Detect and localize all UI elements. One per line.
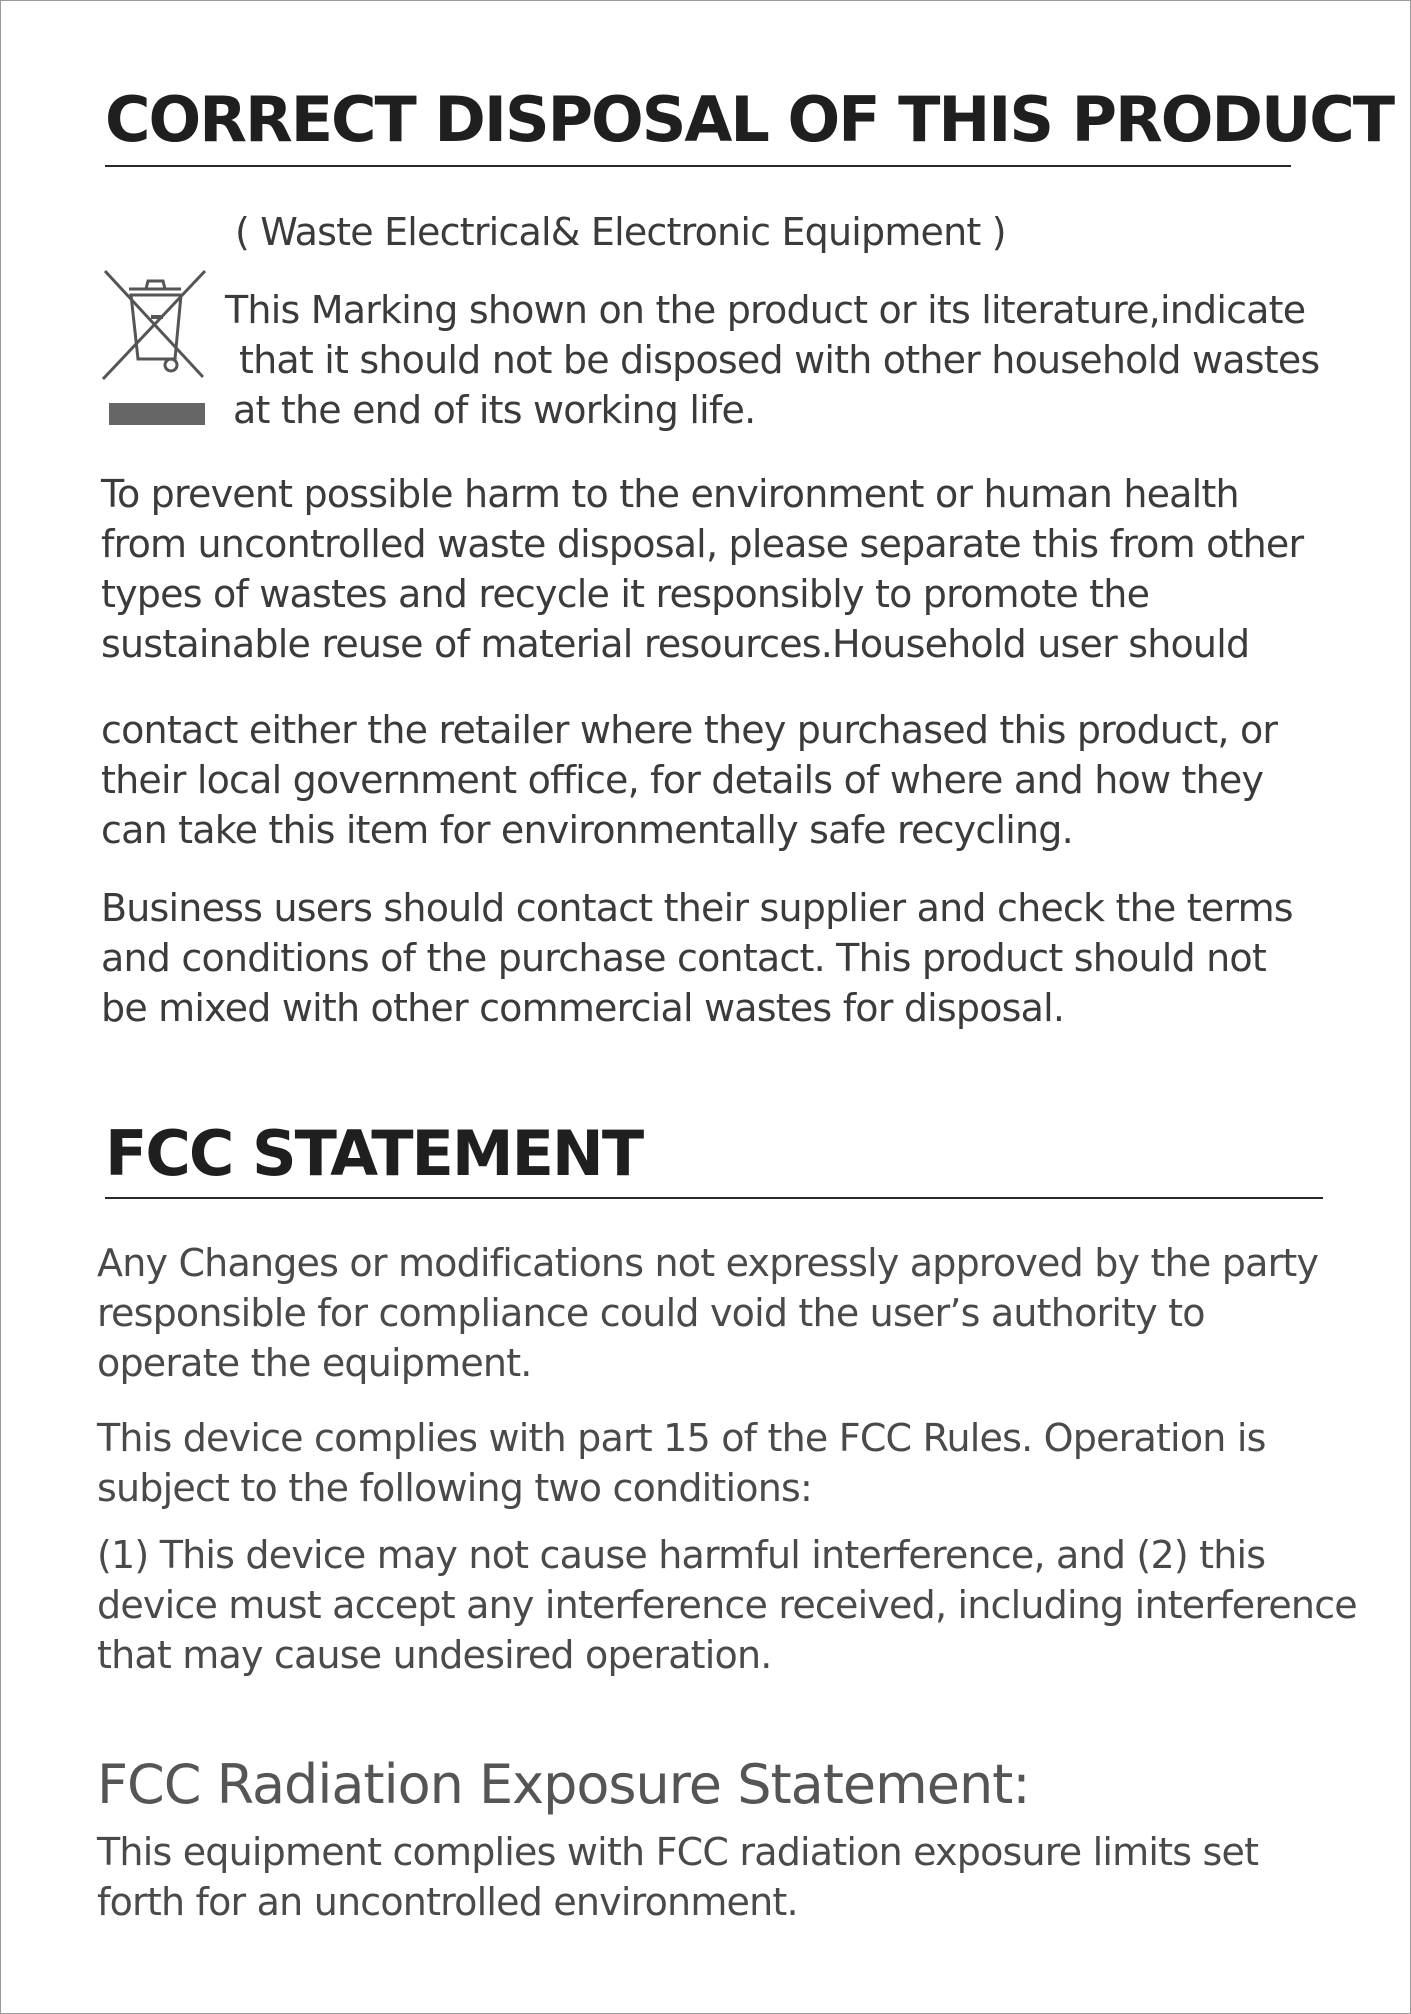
fcc-radiation-text: [97, 1827, 1258, 1927]
text-line: from uncontrolled waste disposal, please separate this from other: [101, 522, 1304, 566]
weee-subtitle: ( Waste Electrical& Electronic Equipment ): [235, 210, 1006, 254]
marking-line: that it should not be disposed with other household wastes: [239, 338, 1320, 382]
weee-paragraph-2: [101, 705, 1277, 855]
text-line: operate the equipment.: [97, 1341, 532, 1385]
text-line: sustainable reuse of material resources.Household user should: [101, 622, 1250, 666]
text-line: can take this item for environmentally safe recycling.: [101, 808, 1073, 852]
fcc-paragraph-3: [97, 1530, 1357, 1680]
text-line: Business users should contact their supplier and check the terms: [101, 886, 1293, 930]
fcc-paragraph-1: [97, 1238, 1318, 1388]
weee-paragraph-3: [101, 883, 1293, 1033]
fcc-radiation-title: FCC Radiation Exposure Statement:: [97, 1753, 1030, 1816]
text-line: forth for an uncontrolled environment.: [97, 1880, 798, 1924]
marking-line: at the end of its working life.: [233, 388, 756, 432]
text-line: types of wastes and recycle it responsibly to promote the: [101, 572, 1150, 616]
weee-marking-text: [225, 285, 1319, 435]
text-line: (1) This device may not cause harmful interference, and (2) this: [97, 1533, 1266, 1577]
text-line: that may cause undesired operation.: [97, 1633, 772, 1677]
text-line: device must accept any interference received, including interference: [97, 1583, 1357, 1627]
text-line: be mixed with other commercial wastes for disposal.: [101, 986, 1065, 1030]
marking-line: This Marking shown on the product or its literature,indicate: [225, 288, 1306, 332]
crossed-out-wheelie-bin-icon: [101, 267, 211, 427]
text-line: and conditions of the purchase contact. This product should not: [101, 936, 1266, 980]
text-line: contact either the retailer where they purchased this product, or: [101, 708, 1278, 752]
fcc-title: FCC STATEMENT: [105, 1117, 643, 1190]
weee-title-rule: [105, 165, 1291, 167]
text-line: This device complies with part 15 of the FCC Rules. Operation is: [97, 1416, 1266, 1460]
weee-paragraph-1: [101, 469, 1303, 669]
text-line: their local government office, for details of where and how they: [101, 758, 1264, 802]
text-line: subject to the following two conditions:: [97, 1466, 812, 1510]
text-line: Any Changes or modifications not expressly approved by the party: [97, 1241, 1319, 1285]
weee-title: CORRECT DISPOSAL OF THIS PRODUCT: [105, 83, 1394, 156]
text-line: To prevent possible harm to the environment or human health: [101, 472, 1239, 516]
fcc-title-rule: [105, 1197, 1323, 1199]
fcc-paragraph-2: [97, 1413, 1266, 1513]
text-line: responsible for compliance could void the user’s authority to: [97, 1291, 1205, 1335]
text-line: This equipment complies with FCC radiation exposure limits set: [97, 1830, 1259, 1874]
